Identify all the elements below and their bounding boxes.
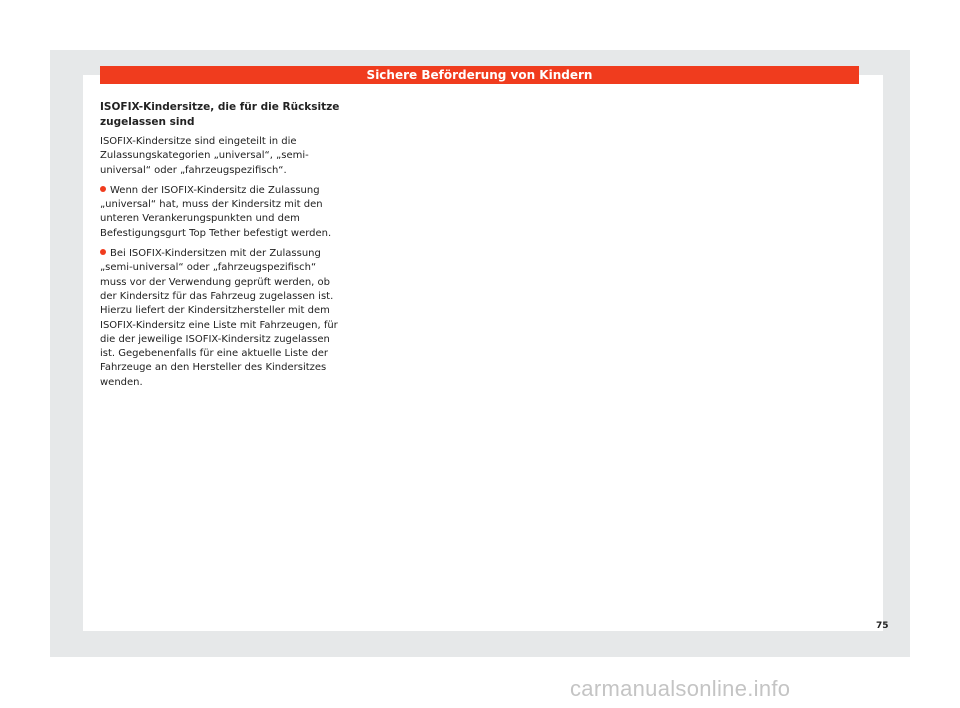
- list-item: [100, 247, 342, 390]
- bullet-icon: [100, 186, 106, 192]
- bullet-text: Wenn der ISOFIX-Kindersitz die Zulassung „universal“ hat, muss der Kindersitz mit den unteren Verankerungspunkten und dem Befestigungsgurt Top Tether befestigt werden.: [100, 184, 332, 239]
- list-item: [100, 184, 342, 241]
- chapter-header: Sichere Beförderung von Kindern: [100, 66, 859, 84]
- section-title: ISOFIX-Kindersitze, die für die Rücksitze zugelassen sind: [100, 101, 340, 128]
- watermark-text[interactable]: carmanualsonline.info: [570, 676, 791, 701]
- bullet-icon: [100, 249, 106, 255]
- main-content: [100, 100, 342, 396]
- bullet-text: Bei ISOFIX-Kindersitzen mit der Zulassung „semi-universal“ oder „fahrzeugspezifisch“ muss vor der Verwendung geprüft werden, ob der Kindersitz für das Fahrzeug zugelassen ist. Hierzu liefert der Kindersitzhersteller mit dem ISOFIX-Kindersitz eine Liste mit Fahrzeugen, für die der jeweilige ISOFIX-Kindersitz zugelassen ist. Gegebenenfalls für eine aktuelle Liste der Fahrzeuge an den Hersteller des Kindersitzes wenden.: [100, 248, 338, 388]
- intro-paragraph: ISOFIX-Kindersitze sind eingeteilt in die Zulassungskategorien „universal“, „semi-universal“ oder „fahrzeugspezifisch“.: [100, 136, 309, 176]
- page-number: 75: [876, 621, 889, 631]
